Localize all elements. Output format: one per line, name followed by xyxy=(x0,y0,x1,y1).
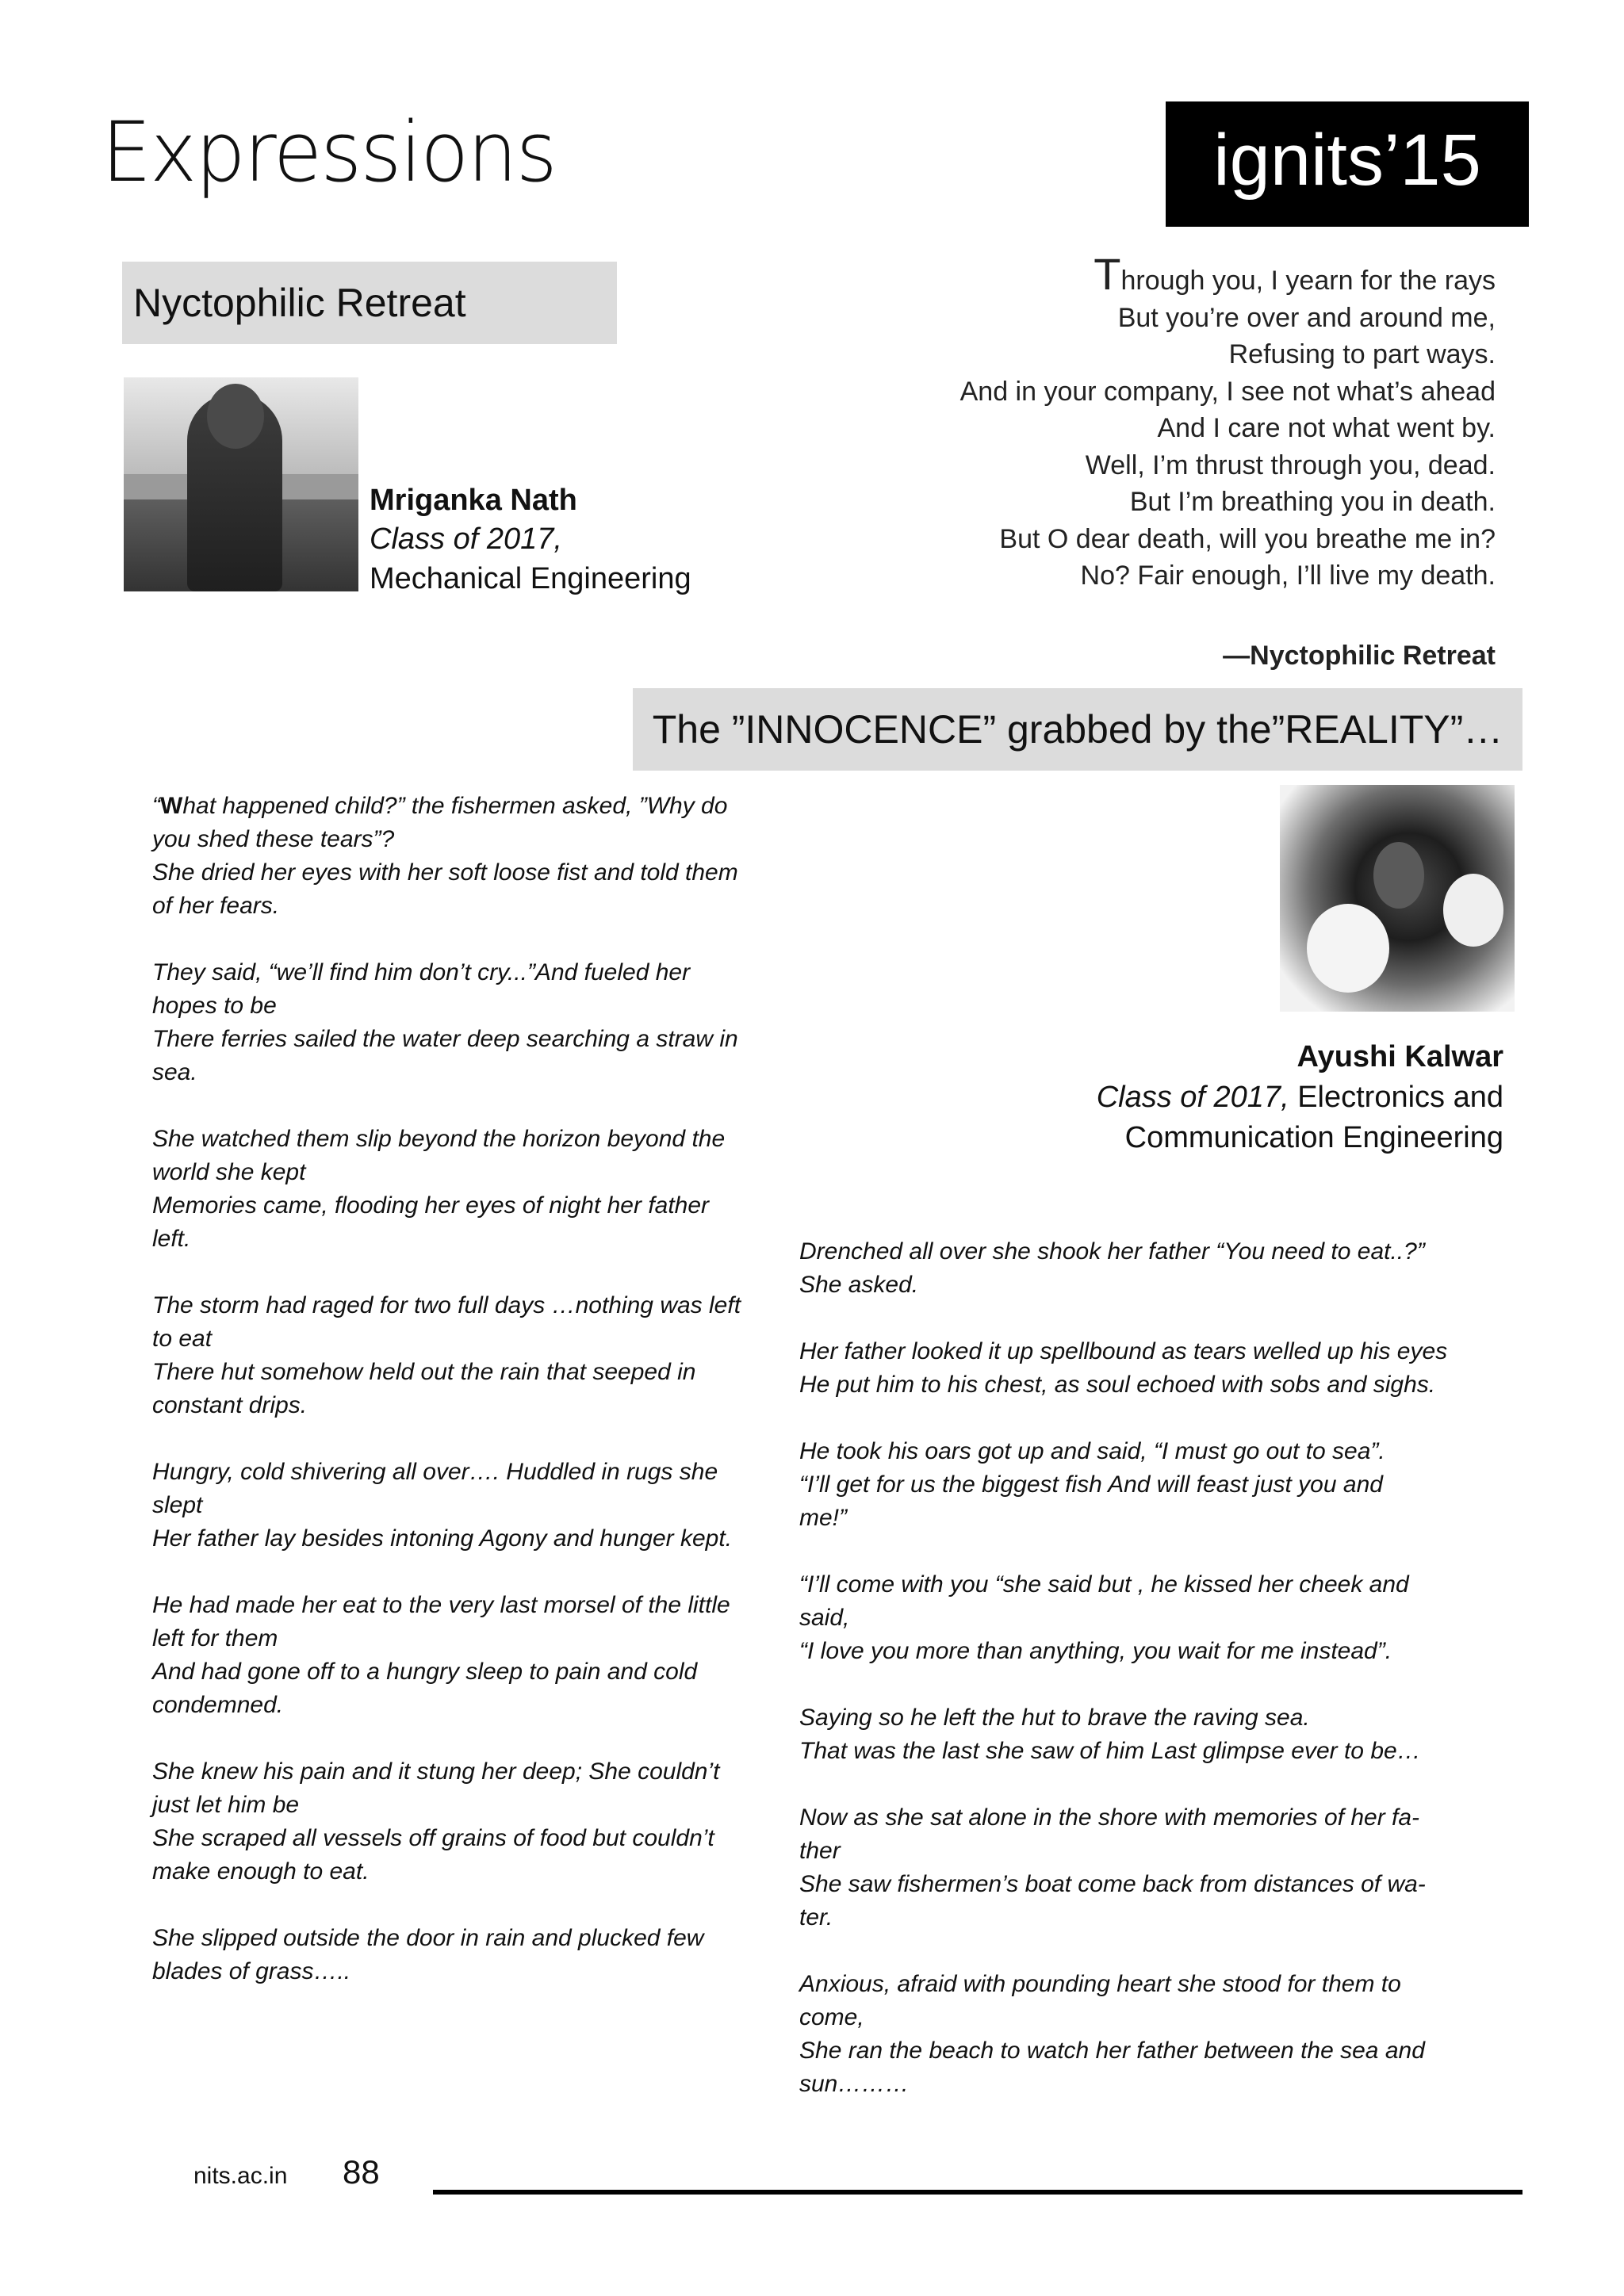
poem2-line: “I’ll get for us the biggest fish And will feast just you and xyxy=(799,1471,1383,1498)
poem2-line: He had made her eat to the very last morsel of the little xyxy=(152,1592,730,1618)
poem2-line: Hungry, cold shivering all over…. Huddled in rugs she xyxy=(152,1459,718,1485)
poem1-line: No? Fair enough, I’ll live my death. xyxy=(1080,561,1496,591)
poem2-first-open: “ xyxy=(152,793,160,819)
author1-name: Mriganka Nath xyxy=(370,484,577,517)
poem2-line: And had gone off to a hungry sleep to pain and cold xyxy=(152,1659,698,1685)
poem2-line: to eat xyxy=(152,1326,213,1352)
poem2-title: The ”INNOCENCE” grabbed by the”REALITY”… xyxy=(652,707,1503,752)
poem2-stanza xyxy=(152,1922,787,1988)
poem2-line: come, xyxy=(799,2004,864,2030)
author2-department-part2: Communication Engineering xyxy=(1124,1121,1503,1154)
poem2-line: That was the last she saw of him Last glimpse ever to be… xyxy=(799,1738,1421,1764)
poem1-line: But you’re over and around me, xyxy=(1117,302,1496,333)
poem2-line: They said, “we’ll find him don’t cry...”And fueled her xyxy=(152,959,691,985)
poem2-line: Drenched all over she shook her father “You need to eat..?” xyxy=(799,1238,1425,1265)
poem1-line: And I care not what went by. xyxy=(1157,413,1496,443)
poem1-first-line xyxy=(960,249,1496,300)
poem2-line: She ran the beach to watch her father between the sea and xyxy=(799,2038,1425,2064)
poem2-stanza xyxy=(152,956,787,1089)
poem2-line: She watched them slip beyond the horizon beyond the xyxy=(152,1126,726,1152)
poem2-line: Anxious, afraid with pounding heart she stood for them to xyxy=(799,1971,1401,1997)
poem2-line: “I’ll come with you “she said but , he kissed her cheek and xyxy=(799,1571,1409,1598)
author2-class-line xyxy=(1097,1077,1503,1118)
poem2-stanza xyxy=(152,1123,787,1256)
poem2-line: She scraped all vessels off grains of food but couldn’t xyxy=(152,1825,714,1851)
poem2-line: ter. xyxy=(799,1904,833,1931)
poem2-line: you shed these tears”? xyxy=(152,826,395,852)
footer-site: nits.ac.in xyxy=(193,2163,288,2189)
author2-photo xyxy=(1280,785,1515,1012)
poem1-text xyxy=(959,249,1496,595)
poem2-line: hopes to be xyxy=(152,993,277,1019)
poem2-stanza xyxy=(152,1755,787,1888)
poem2-line: Her father lay besides intoning Agony and hunger kept. xyxy=(152,1525,733,1552)
page-number: 88 xyxy=(343,2153,380,2191)
poem1-signoff: —Nyctophilic Retreat xyxy=(1223,641,1496,671)
poem2-line: blades of grass….. xyxy=(152,1958,351,1984)
poem2-first-rest: hat happened child?” the fishermen asked, ”Why do xyxy=(182,793,728,819)
poem2-line: slept xyxy=(152,1492,203,1518)
poem2-line: The storm had raged for two full days …nothing was left xyxy=(152,1292,741,1318)
poem2-stanza xyxy=(799,1968,1481,2101)
poem1-dropcap: T xyxy=(1094,249,1121,299)
poem2-line: She slipped outside the door in rain and plucked few xyxy=(152,1925,704,1951)
poem2-line: constant drips. xyxy=(152,1392,308,1418)
author2-credit xyxy=(1097,1037,1503,1158)
poem1-line: But I’m breathing you in death. xyxy=(1129,487,1496,517)
poem1-title-box xyxy=(122,262,617,344)
poem2-line: Her father looked it up spellbound as tears welled up his eyes xyxy=(799,1338,1448,1364)
poem2-line: She saw fishermen’s boat come back from distances of wa- xyxy=(799,1871,1426,1897)
poem2-line: just let him be xyxy=(152,1792,300,1818)
poem2-line: “I love you more than anything, you wait for me instead”. xyxy=(799,1638,1392,1664)
poem2-line: She knew his pain and it stung her deep; She couldn’t xyxy=(152,1758,720,1785)
poem2-line: sun……… xyxy=(799,2071,910,2097)
poem2-right-column xyxy=(799,1235,1481,2134)
poem2-line: left. xyxy=(152,1226,191,1252)
poem2-line: make enough to eat. xyxy=(152,1858,370,1885)
poem2-line: Saying so he left the hut to brave the raving sea. xyxy=(799,1705,1310,1731)
poem2-title-box xyxy=(633,688,1522,771)
poem2-stanza xyxy=(152,1456,787,1556)
poem2-line: sea. xyxy=(152,1059,197,1085)
author1-department: Mechanical Engineering xyxy=(370,561,691,595)
author2-department-part1: Electronics and xyxy=(1297,1081,1503,1114)
poem2-line: left for them xyxy=(152,1625,278,1651)
author2-class: Class of 2017, xyxy=(1096,1081,1289,1114)
author1-class: Class of 2017, xyxy=(370,522,562,557)
edition-label: ignits’15 xyxy=(1213,119,1481,201)
poem2-line: He put him to his chest, as soul echoed with sobs and sighs. xyxy=(799,1372,1436,1398)
poem2-first-line xyxy=(152,790,787,823)
section-title: Expressions xyxy=(102,104,556,201)
poem1-first-line-rest: hrough you, I yearn for the rays xyxy=(1120,266,1496,296)
poem1-line: Well, I’m thrust through you, dead. xyxy=(1085,450,1496,480)
poem2-line: Memories came, flooding her eyes of night her father xyxy=(152,1192,710,1219)
poem2-line: She asked. xyxy=(799,1272,919,1298)
poem2-line: There ferries sailed the water deep searching a straw in xyxy=(152,1026,738,1052)
poem2-first-bold: W xyxy=(160,793,183,819)
poem2-line: Now as she sat alone in the shore with memories of her fa- xyxy=(799,1804,1420,1831)
poem2-line: world she kept xyxy=(152,1159,306,1185)
edition-badge xyxy=(1166,101,1529,227)
footer-rule xyxy=(433,2190,1522,2195)
poem2-stanza xyxy=(152,1589,787,1722)
poem2-stanza xyxy=(799,1435,1481,1535)
poem2-stanza xyxy=(799,1801,1481,1934)
poem2-left-column xyxy=(152,790,787,2022)
poem2-stanza xyxy=(799,1335,1481,1402)
author1-photo xyxy=(124,377,358,591)
poem1-line: And in your company, I see not what’s ahead xyxy=(959,376,1496,407)
author1-credit xyxy=(370,481,691,599)
poem1-title: Nyctophilic Retreat xyxy=(133,281,466,325)
poem2-line: She dried her eyes with her soft loose fist and told them xyxy=(152,859,738,886)
poem2-stanza xyxy=(799,1235,1481,1302)
poem2-stanza xyxy=(152,1289,787,1422)
poem1-line: But O dear death, will you breathe me in? xyxy=(999,523,1496,554)
poem2-line: of her fears. xyxy=(152,893,280,919)
poem2-line: There hut somehow held out the rain that seeped in xyxy=(152,1359,696,1385)
poem2-line: He took his oars got up and said, “I must go out to sea”. xyxy=(799,1438,1385,1464)
poem2-stanza xyxy=(152,790,787,923)
author2-name: Ayushi Kalwar xyxy=(1297,1040,1503,1073)
poem2-stanza xyxy=(799,1568,1481,1668)
poem2-line: condemned. xyxy=(152,1692,284,1718)
poem2-stanza xyxy=(799,1701,1481,1768)
poem1-line: Refusing to part ways. xyxy=(1228,339,1496,369)
poem2-line: me!” xyxy=(799,1505,847,1531)
poem2-line: ther xyxy=(799,1838,841,1864)
poem2-line: said, xyxy=(799,1605,850,1631)
